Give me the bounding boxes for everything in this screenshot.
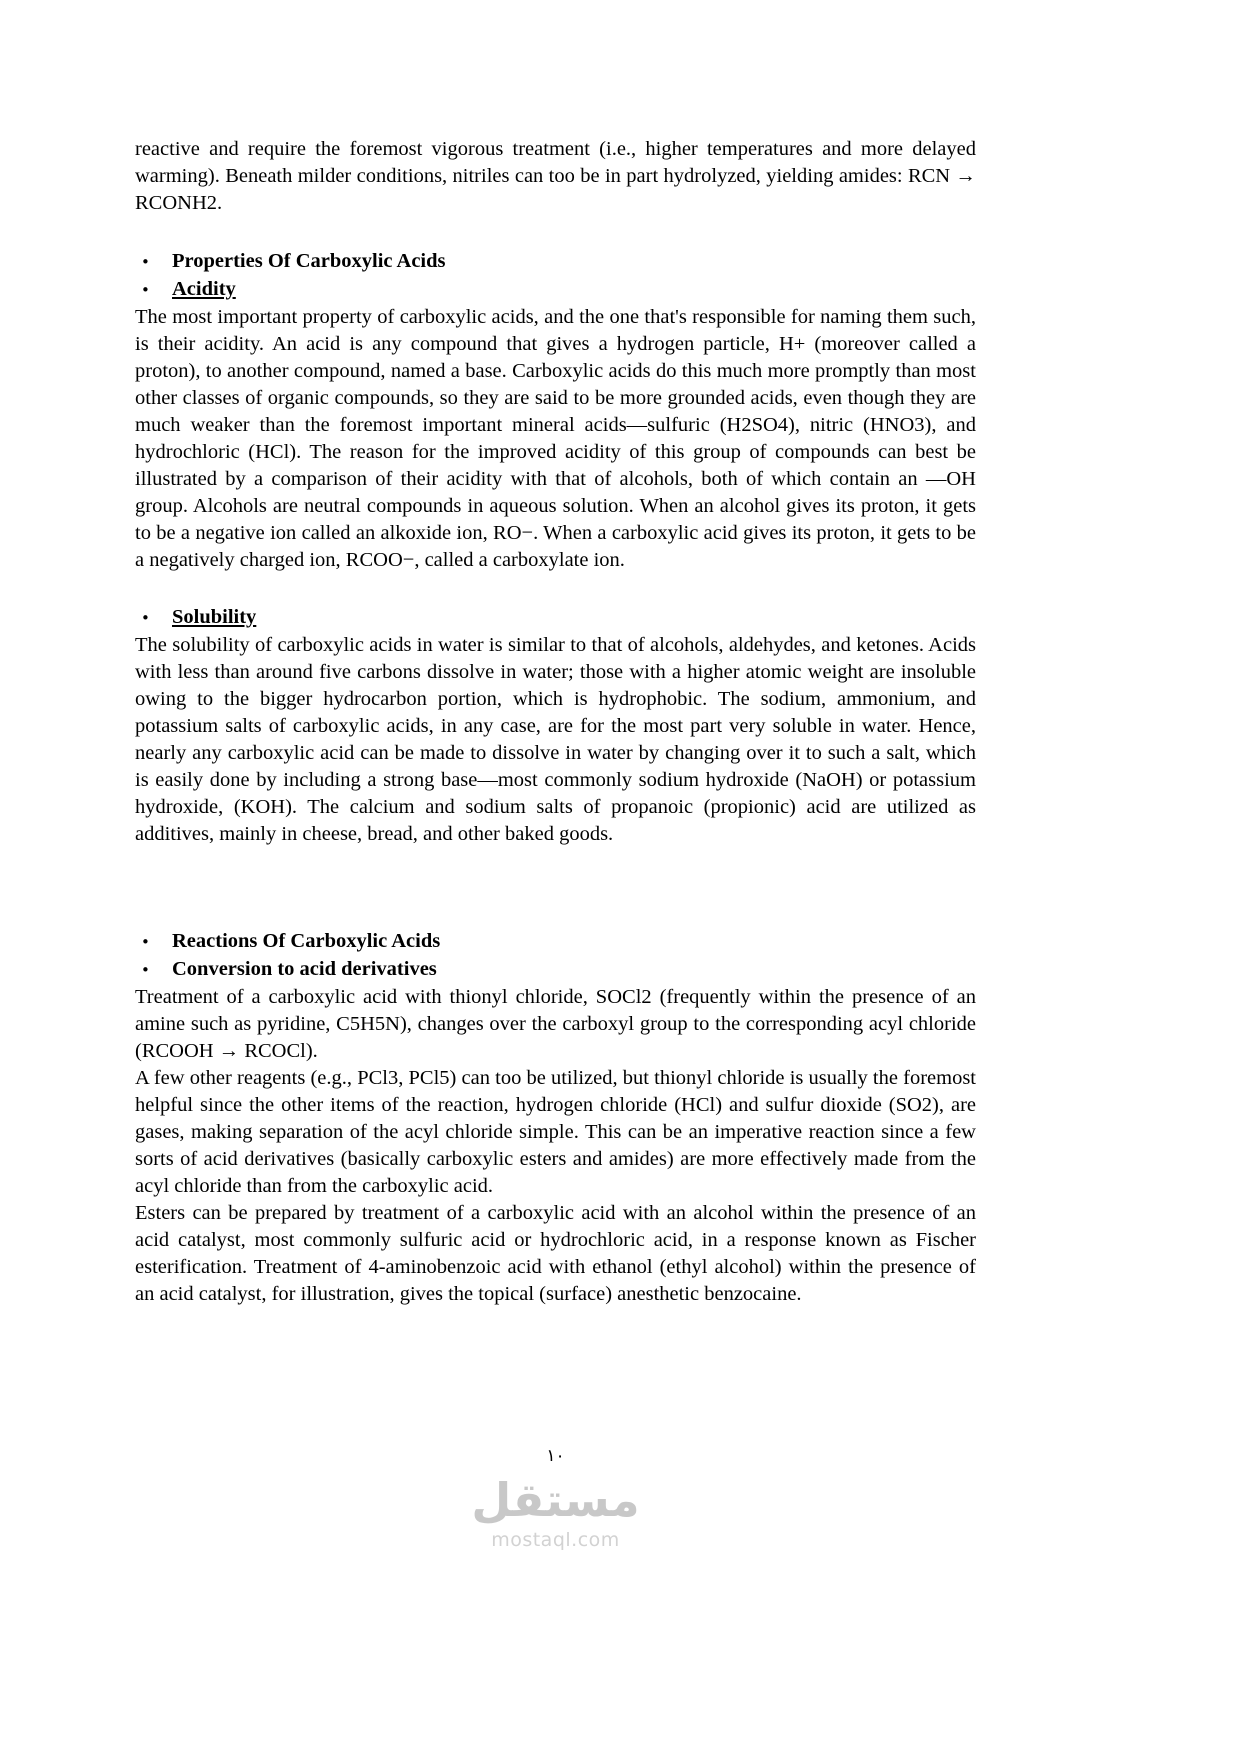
paragraph-esters-fischer: Esters can be prepared by treatment of a carboxylic acid with an alcohol within the presence of an acid catalyst, most commonly sulfuric acid or hydrochloric acid, in a response known as Fischer esterification. Treatment of 4-aminobenzoic acid with ethanol (ethyl alcohol) within the presence of an acid catalyst, for illustration, gives the topical (surface) anesthetic benzocaine. [135,1202,976,1305]
paragraph-thionyl-chloride: Treatment of a carboxylic acid with thionyl chloride, SOCl2 (frequently within the presence of an amine such as pyridine, C5H5N), changes over the carboxyl group to the corresponding acyl chloride (RCOOH → RCOCl). [135,986,976,1062]
paragraph-nitriles-hydrolysis: reactive and require the foremost vigorous treatment (i.e., higher temperatures and more delayed warming). Beneath milder conditions, nitriles can too be in part hydrolyzed, yielding amides: RCN → RCONH2. [135,138,976,214]
bullet-icon: • [141,253,150,271]
heading-properties-of-carboxylic-acids: Properties Of Carboxylic Acids [172,250,446,272]
paragraph-other-reagents: A few other reagents (e.g., PCl3, PCl5) can too be utilized, but thionyl chloride is usually the foremost helpful since the other items of the reaction, hydrogen chloride (HCl) and sulfur dioxide (SO2), are gases, making separation of the acyl chloride simple. This can be an imperative reaction since a few sorts of acid derivatives (basically carboxylic esters and amides) are more effectively made from the acyl chloride than from the carboxylic acid. [135,1067,976,1197]
bullet-icon: • [141,609,150,627]
heading-reactions-of-carboxylic-acids: Reactions Of Carboxylic Acids [172,930,441,952]
page-number: ١٠ [546,1446,565,1466]
blank-lines [135,848,976,928]
heading-solubility: Solubility [172,606,257,628]
blank-line [135,217,976,248]
heading-conversion-to-acid-derivatives: Conversion to acid derivatives [172,958,437,980]
bullet-item-solubility [135,604,976,632]
watermark-domain: mostaql.com [491,1529,620,1551]
document-body [135,136,976,1308]
paragraph-solubility: The solubility of carboxylic acids in water is similar to that of alcohols, aldehydes, and ketones. Acids with less than around five carbons dissolve in water; those with a higher atomic weight are insoluble owing to the bigger hydrocarbon portion, which is hydrophobic. The sodium, ammonium, and potassium salts of carboxylic acids, in any case, are for the most part very soluble in water. Hence, nearly any carboxylic acid can be made to dissolve in water by changing over it to such a salt, which is easily done by including a strong base—most commonly sodium hydroxide (NaOH) or potassium hydroxide, (KOH). The calcium and sodium salts of propanoic (propionic) acid are utilized as additives, mainly in cheese, bread, and other baked goods. [135,634,976,845]
bullet-item-reactions [135,928,976,956]
bullet-icon: • [141,933,150,951]
bullet-icon: • [141,281,150,299]
bullet-item-properties [135,248,976,276]
heading-acidity: Acidity [172,278,236,300]
watermark-logo-arabic: مستقل [471,1473,640,1527]
bullet-item-acidity [135,276,976,304]
bullet-item-conversion [135,956,976,984]
blank-line [135,574,976,604]
bullet-icon: • [141,961,150,979]
paragraph-acidity: The most important property of carboxylic acids, and the one that's responsible for naming them such, is their acidity. An acid is any compound that gives a hydrogen particle, H+ (moreover called a proton), to another compound, named a base. Carboxylic acids do this much more promptly than most other classes of organic compounds, so they are said to be more grounded acids, even though they are much weaker than the foremost important mineral acids—sulfuric (H2SO4), nitric (HNO3), and hydrochloric (HCl). The reason for the improved acidity of this group of compounds can best be illustrated by a comparison of their acidity with that of alcohols, both of which contain an —OH group. Alcohols are neutral compounds in aqueous solution. When an alcohol gives its proton, it gets to be a negative ion called an alkoxide ion, RO−. When a carboxylic acid gives its proton, it gets to be a negatively charged ion, RCOO−, called a carboxylate ion. [135,306,976,571]
watermark [135,1472,976,1552]
